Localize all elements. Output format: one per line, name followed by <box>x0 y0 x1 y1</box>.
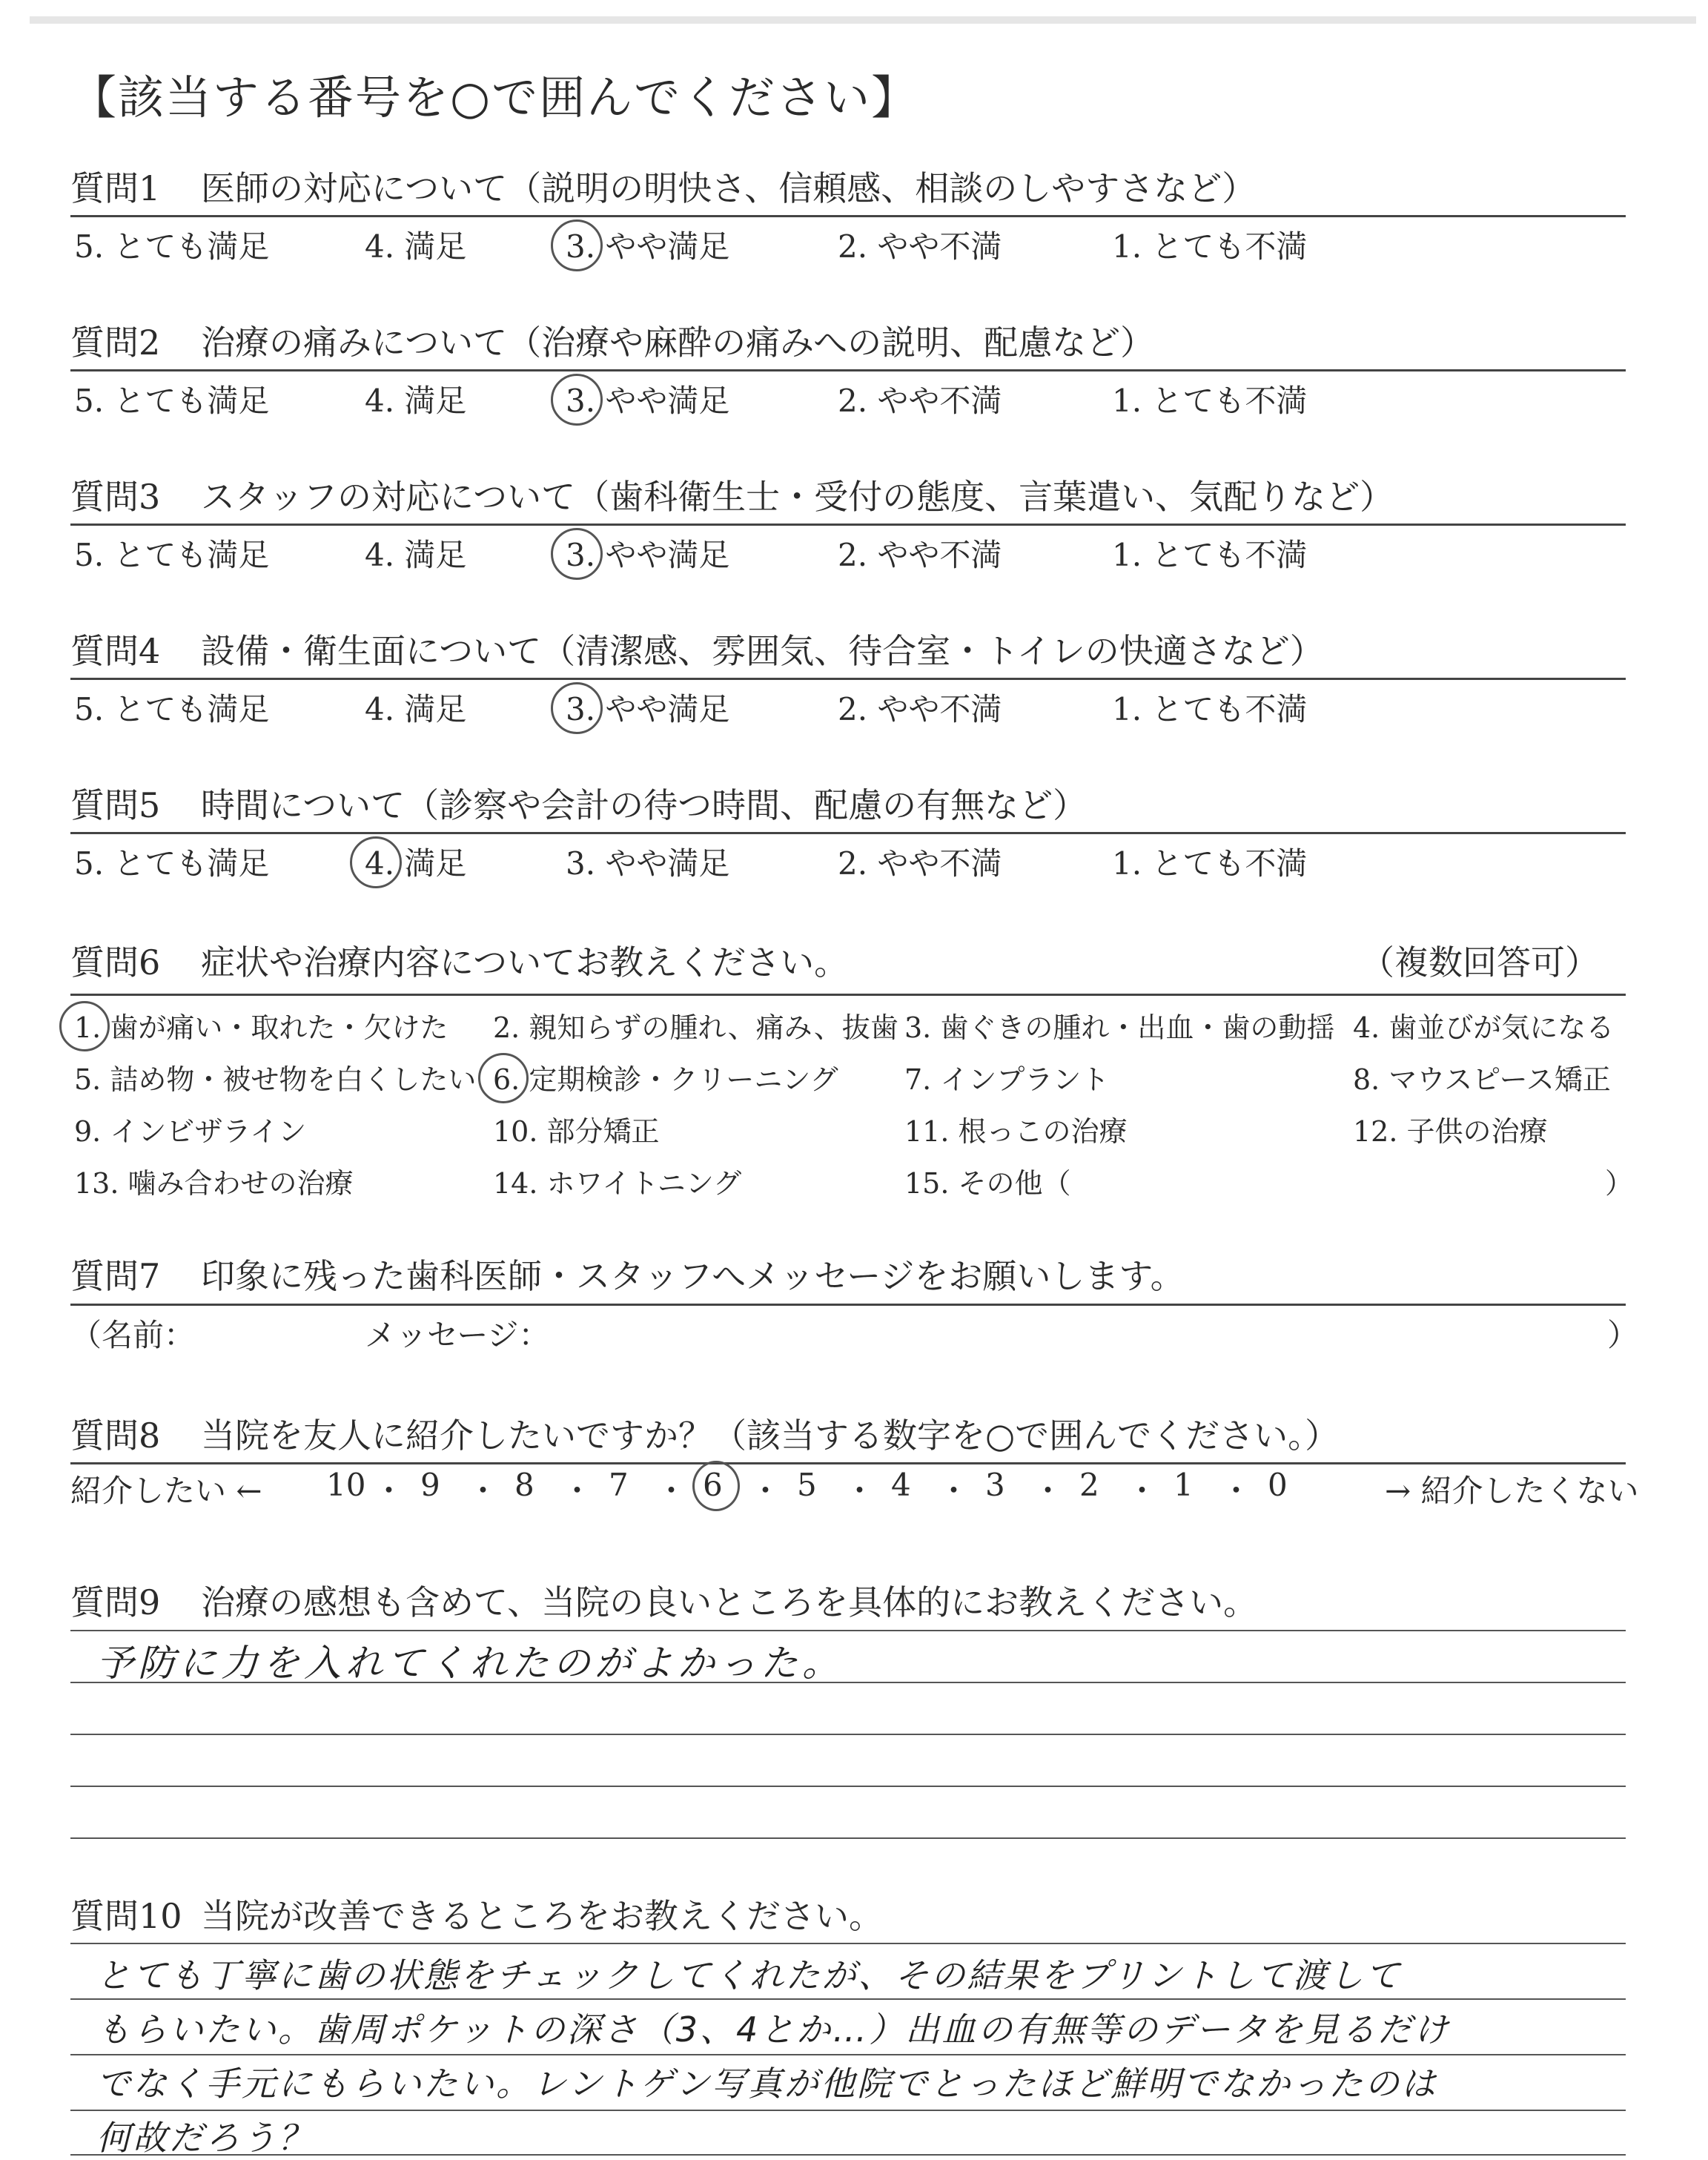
q10-title <box>70 1889 883 1938</box>
q4-option-4: 4. 満足 <box>365 691 467 727</box>
q1-title <box>70 162 1256 211</box>
page-heading: 【該当する番号を○で囲んでください】 <box>70 70 919 125</box>
q2-option-3: 3. やや満足 <box>566 383 730 419</box>
q8-selected-circle <box>692 1461 740 1511</box>
q6-option-9: 9. インビザライン <box>74 1115 307 1148</box>
q5-rule <box>70 832 1626 834</box>
q8-number: 質問8 <box>70 1416 161 1456</box>
q6-option-16: ） <box>1605 1167 1634 1200</box>
q8-scale-10: 10 <box>326 1467 366 1503</box>
q7-rule <box>70 1304 1626 1306</box>
q8-scale-dot: ・ <box>467 1473 499 1509</box>
q8-right-label: → 紹介したくない <box>1385 1473 1639 1509</box>
q4-option-2: 2. やや不満 <box>838 691 1002 727</box>
q10-number: 質問10 <box>70 1896 182 1936</box>
q6-number: 質問6 <box>70 942 161 982</box>
q3-rule <box>70 524 1626 526</box>
q6-option-13: 13. 噛み合わせの治療 <box>74 1167 354 1200</box>
q9-number: 質問9 <box>70 1582 161 1622</box>
q8-left-label: 紹介したい ← <box>70 1473 262 1509</box>
q1-option-1: 1. とても不満 <box>1112 228 1308 265</box>
q4-rule <box>70 678 1626 680</box>
q8-scale-8: 8 <box>514 1467 534 1503</box>
q6-option-12: 12. 子供の治療 <box>1353 1115 1548 1148</box>
q5-number: 質問5 <box>70 785 161 825</box>
q9-handwritten-answer: 予防に力を入れてくれたのがよかった。 <box>96 1642 844 1685</box>
q10-answer-line <box>70 1998 1626 2000</box>
q8-scale-1: 1 <box>1174 1467 1194 1503</box>
q9-text: 治療の感想も含めて、当院の良いところを具体的にお教えください。 <box>201 1582 1258 1622</box>
q10-answer-line <box>70 2054 1626 2055</box>
q8-scale-dot: ・ <box>1220 1473 1252 1509</box>
q2-option-4: 4. 満足 <box>365 383 467 419</box>
q6-option-3: 3. 歯ぐきの腫れ・出血・歯の動揺 <box>904 1011 1335 1044</box>
q8-scale-dot: ・ <box>1126 1473 1158 1509</box>
q6-option-8: 8. マウスピース矯正 <box>1353 1063 1611 1096</box>
q9-answer-line <box>70 1734 1626 1735</box>
q8-rule <box>70 1462 1626 1464</box>
q10-handwritten-answer-line: 何故だろう？ <box>96 2118 314 2158</box>
q6-option-14: 14. ホワイトニング <box>493 1167 742 1200</box>
q8-scale-dot: ・ <box>655 1473 687 1509</box>
q3-option-5: 5. とても満足 <box>74 537 270 573</box>
q1-text: 医師の対応について（説明の明快さ、信頼感、相談のしやすさなど） <box>201 168 1257 208</box>
q6-option-6: 6. 定期検診・クリーニング <box>493 1063 838 1096</box>
q1-option-5: 5. とても満足 <box>74 228 270 265</box>
q1-option-4: 4. 満足 <box>365 228 467 265</box>
q9-answer-line <box>70 1786 1626 1787</box>
q8-scale-4: 4 <box>891 1467 911 1503</box>
q4-number: 質問4 <box>70 631 161 671</box>
q9-answer-line <box>70 1837 1626 1839</box>
q3-option-2: 2. やや不満 <box>838 537 1002 573</box>
q10-handwritten-answer-line: とても丁寧に歯の状態をチェックしてくれたが、その結果をプリントして渡して <box>96 1955 1402 1995</box>
q6-option-1: 1. 歯が痛い・取れた・欠けた <box>74 1011 448 1044</box>
q10-text: 当院が改善できるところをお教えください。 <box>201 1896 883 1936</box>
q2-option-5: 5. とても満足 <box>74 383 270 419</box>
q3-option-3: 3. やや満足 <box>566 537 730 573</box>
q1-option-2: 2. やや不満 <box>838 228 1002 265</box>
q6-option-7: 7. インプラント <box>904 1063 1110 1096</box>
q6-option-2: 2. 親知らずの腫れ、痛み、抜歯 <box>493 1011 898 1044</box>
q3-title <box>70 470 1394 519</box>
q3-selected-circle <box>551 528 603 580</box>
q5-title <box>70 779 1087 828</box>
q10-answer-line <box>70 1943 1626 1944</box>
q1-rule <box>70 215 1626 217</box>
q6-selected-circle-1 <box>59 1001 110 1051</box>
q9-answer-line <box>70 1630 1626 1631</box>
q6-option-11: 11. 根っこの治療 <box>904 1115 1128 1148</box>
q8-scale-7: 7 <box>609 1467 629 1503</box>
q10-handwritten-answer-line: でなく手元にもらいたい。レントゲン写真が他院でとったほど鮮明でなかったのは <box>96 2064 1438 2104</box>
q7-number: 質問7 <box>70 1256 161 1296</box>
q4-title <box>70 624 1324 673</box>
q2-option-1: 1. とても不満 <box>1112 383 1308 419</box>
q1-option-3: 3. やや満足 <box>566 228 730 265</box>
q1-selected-circle <box>551 219 603 271</box>
q2-text: 治療の痛みについて（治療や麻酔の痛みへの説明、配慮など） <box>201 323 1155 363</box>
q8-scale-dot: ・ <box>561 1473 593 1509</box>
q7-name-label: （名前： <box>70 1317 196 1353</box>
q8-scale-dot: ・ <box>373 1473 405 1509</box>
q4-text: 設備・衛生面について（清潔感、雰囲気、待合室・トイレの快適さなど） <box>201 631 1324 671</box>
q10-handwritten-answer-line: もらいたい。歯周ポケットの深さ（3、4とか…）出血の有無等のデータを見るだけ <box>96 2009 1451 2050</box>
q7-message-label: メッセージ： <box>365 1317 550 1353</box>
q5-option-5: 5. とても満足 <box>74 845 270 882</box>
q6-text: 症状や治療内容についてお教えください。 <box>201 942 849 982</box>
q3-text: スタッフの対応について（歯科衛生士・受付の態度、言葉遣い、気配りなど） <box>201 477 1394 517</box>
q9-title <box>70 1576 1257 1625</box>
q8-text: 当院を友人に紹介したいですか？（該当する数字を○で囲んでください。） <box>201 1416 1340 1456</box>
q8-scale-5: 5 <box>797 1467 817 1503</box>
q8-scale-0: 0 <box>1268 1467 1288 1503</box>
scan-edge-line <box>30 16 1696 24</box>
q6-option-4: 4. 歯並びが気になる <box>1353 1011 1615 1044</box>
q6-option-15: 15. その他（ <box>904 1167 1071 1200</box>
q5-option-2: 2. やや不満 <box>838 845 1002 882</box>
q5-selected-circle <box>350 836 402 888</box>
q2-rule <box>70 369 1626 371</box>
q7-close-paren: ） <box>1607 1317 1639 1353</box>
q3-number: 質問3 <box>70 477 161 517</box>
q4-selected-circle <box>551 682 603 734</box>
q7-title <box>70 1249 1185 1298</box>
q4-option-5: 5. とても満足 <box>74 691 270 727</box>
q3-option-4: 4. 満足 <box>365 537 467 573</box>
q2-option-2: 2. やや不満 <box>838 383 1002 419</box>
q7-text: 印象に残った歯科医師・スタッフへメッセージをお願いします。 <box>201 1256 1185 1296</box>
q6-option-5: 5. 詰め物・被せ物を白くしたい <box>74 1063 477 1096</box>
q8-scale-9: 9 <box>420 1467 440 1503</box>
q8-title <box>70 1409 1339 1458</box>
q6-rule <box>70 994 1626 996</box>
q2-selected-circle <box>551 374 603 426</box>
q6-title <box>70 936 848 985</box>
q5-option-4: 4. 満足 <box>365 845 467 882</box>
q6-option-10: 10. 部分矯正 <box>493 1115 660 1148</box>
q8-scale-6: 6 <box>703 1467 723 1503</box>
q8-scale-dot: ・ <box>1032 1473 1064 1509</box>
q4-option-1: 1. とても不満 <box>1112 691 1308 727</box>
q2-number: 質問2 <box>70 323 161 363</box>
q1-number: 質問1 <box>70 168 161 208</box>
q5-option-3: 3. やや満足 <box>566 845 730 882</box>
q5-option-1: 1. とても不満 <box>1112 845 1308 882</box>
q8-scale-2: 2 <box>1079 1467 1099 1503</box>
q8-scale-dot: ・ <box>749 1473 781 1509</box>
q2-title <box>70 316 1154 365</box>
q5-text: 時間について（診察や会計の待つ時間、配慮の有無など） <box>201 785 1088 825</box>
q6-note: （複数回答可） <box>1360 942 1599 982</box>
q4-option-3: 3. やや満足 <box>566 691 730 727</box>
q8-scale-3: 3 <box>985 1467 1005 1503</box>
q8-scale-dot: ・ <box>844 1473 875 1509</box>
q3-option-1: 1. とても不満 <box>1112 537 1308 573</box>
q8-scale-dot: ・ <box>938 1473 970 1509</box>
q6-selected-circle-6 <box>478 1053 529 1103</box>
